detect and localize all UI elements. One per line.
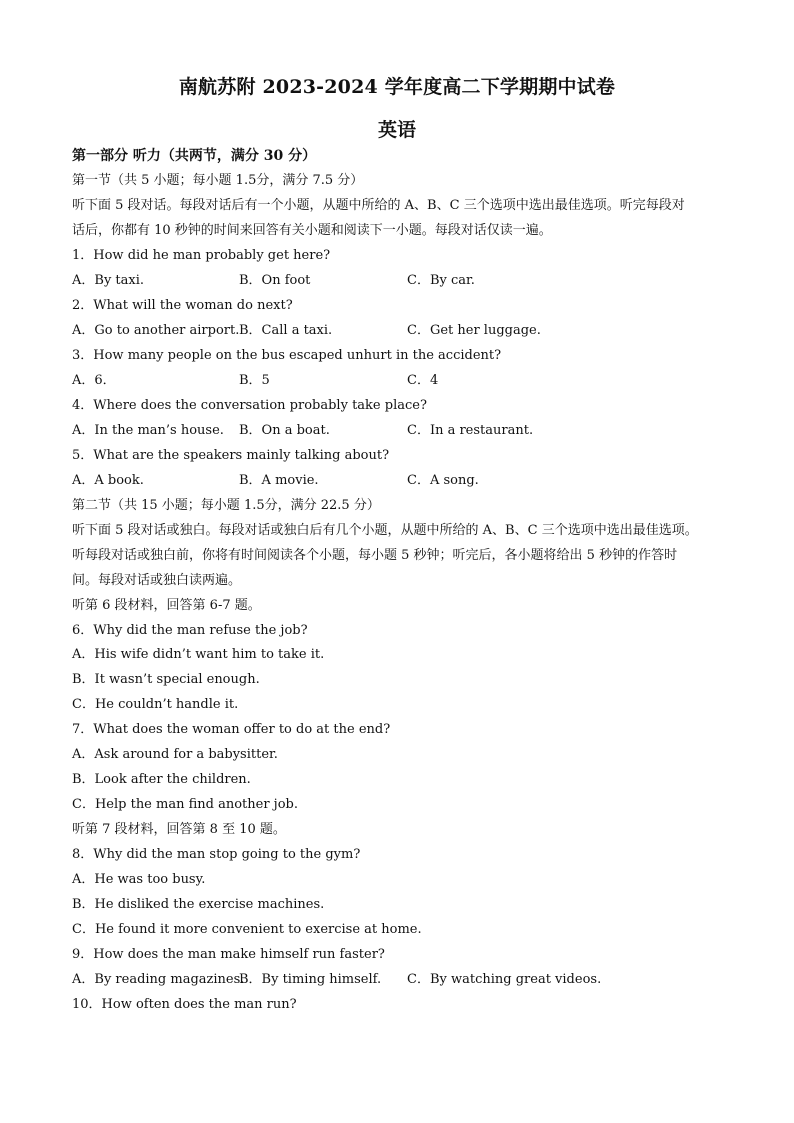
section1-instructions: 话后，你都有 10 秒钟的时间来回答有关小题和阅读下一小题。每段对话仅读一遍。 [72, 223, 552, 238]
option-c: C．Help the man find another job. [72, 797, 298, 812]
option-c: C．In a restaurant. [407, 423, 534, 438]
option-a: A．Ask around for a babysitter. [72, 747, 278, 762]
question-stem: 2．What will the woman do next? [72, 298, 293, 313]
option-a: A．He was too busy. [72, 872, 206, 887]
part1-heading: 第一部分 听力（共两节，满分 30 分） [72, 148, 317, 164]
question-stem: 5．What are the speakers mainly talking about? [72, 448, 390, 463]
option-c: C．A song. [407, 473, 479, 488]
option-b: B．Look after the children. [72, 772, 251, 787]
section2-heading: 第二节（共 15 小题；每小题 1.5分，满分 22.5 分） [72, 498, 380, 513]
material-heading: 听第 6 段材料，回答第 6-7 题。 [72, 598, 261, 613]
question-stem: 4．Where does the conversation probably take place? [72, 398, 427, 413]
section2-instructions: 间。每段对话或独白读两遍。 [72, 573, 242, 588]
section1-heading: 第一节（共 5 小题；每小题 1.5分，满分 7.5 分） [72, 173, 364, 188]
question-stem: 6．Why did the man refuse the job? [72, 623, 308, 638]
option-b: B．Call a taxi. [239, 323, 333, 338]
question-stem: 7．What does the woman offer to do at the end? [72, 722, 391, 737]
option-c: C．Get her luggage. [407, 323, 541, 338]
option-b: B．On a boat. [239, 423, 330, 438]
option-a: A．Go to another airport. [72, 323, 240, 338]
question-stem: 8．Why did the man stop going to the gym? [72, 847, 361, 862]
option-b: B．A movie. [239, 473, 319, 488]
option-c: C．He couldn’t handle it. [72, 697, 239, 712]
option-b: B．It wasn’t special enough. [72, 672, 260, 687]
option-a: A．A book. [72, 473, 144, 488]
option-a: A．6． [72, 373, 116, 388]
section2-instructions: 听每段对话或独白前，你将有时间阅读各个小题，每小题 5 秒钟；听完后，各小题将给出 5 秒钟的作答时 [72, 548, 678, 563]
section2-instructions: 听下面 5 段对话或独白。每段对话或独白后有几个小题，从题中所给的 A、B、C 三个选项中选出最佳选项。 [72, 523, 698, 538]
option-b: B．5 [239, 373, 270, 388]
material-heading: 听第 7 段材料，回答第 8 至 10 题。 [72, 822, 286, 837]
option-a: A．By reading magazines. [72, 972, 245, 987]
option-b: B．By timing himself. [239, 972, 382, 987]
question-stem: 9．How does the man make himself run faster? [72, 947, 385, 962]
option-c: C．He found it more convenient to exercise at home. [72, 922, 422, 937]
option-b: B．On foot [239, 273, 311, 288]
question-stem: 1．How did he man probably get here? [72, 248, 331, 263]
question-stem: 10．How often does the man run? [72, 997, 297, 1012]
section1-instructions: 听下面 5 段对话。每段对话后有一个小题，从题中所给的 A、B、C 三个选项中选出最佳选项。听完每段对 [72, 198, 685, 213]
subject-title: 英语 [377, 119, 416, 141]
option-a: A．By taxi. [72, 273, 145, 288]
option-c: C．4 [407, 373, 439, 388]
page-title: 南航苏附 2023-2024 学年度高二下学期期中试卷 [178, 76, 616, 98]
option-b: B．He disliked the exercise machines. [72, 897, 325, 912]
option-c: C．By car. [407, 273, 475, 288]
option-c: C．By watching great videos. [407, 972, 602, 987]
option-a: A．In the man’s house. [72, 423, 224, 438]
option-a: A．His wife didn’t want him to take it. [72, 647, 325, 662]
question-stem: 3．How many people on the bus escaped unhurt in the accident? [72, 348, 502, 363]
